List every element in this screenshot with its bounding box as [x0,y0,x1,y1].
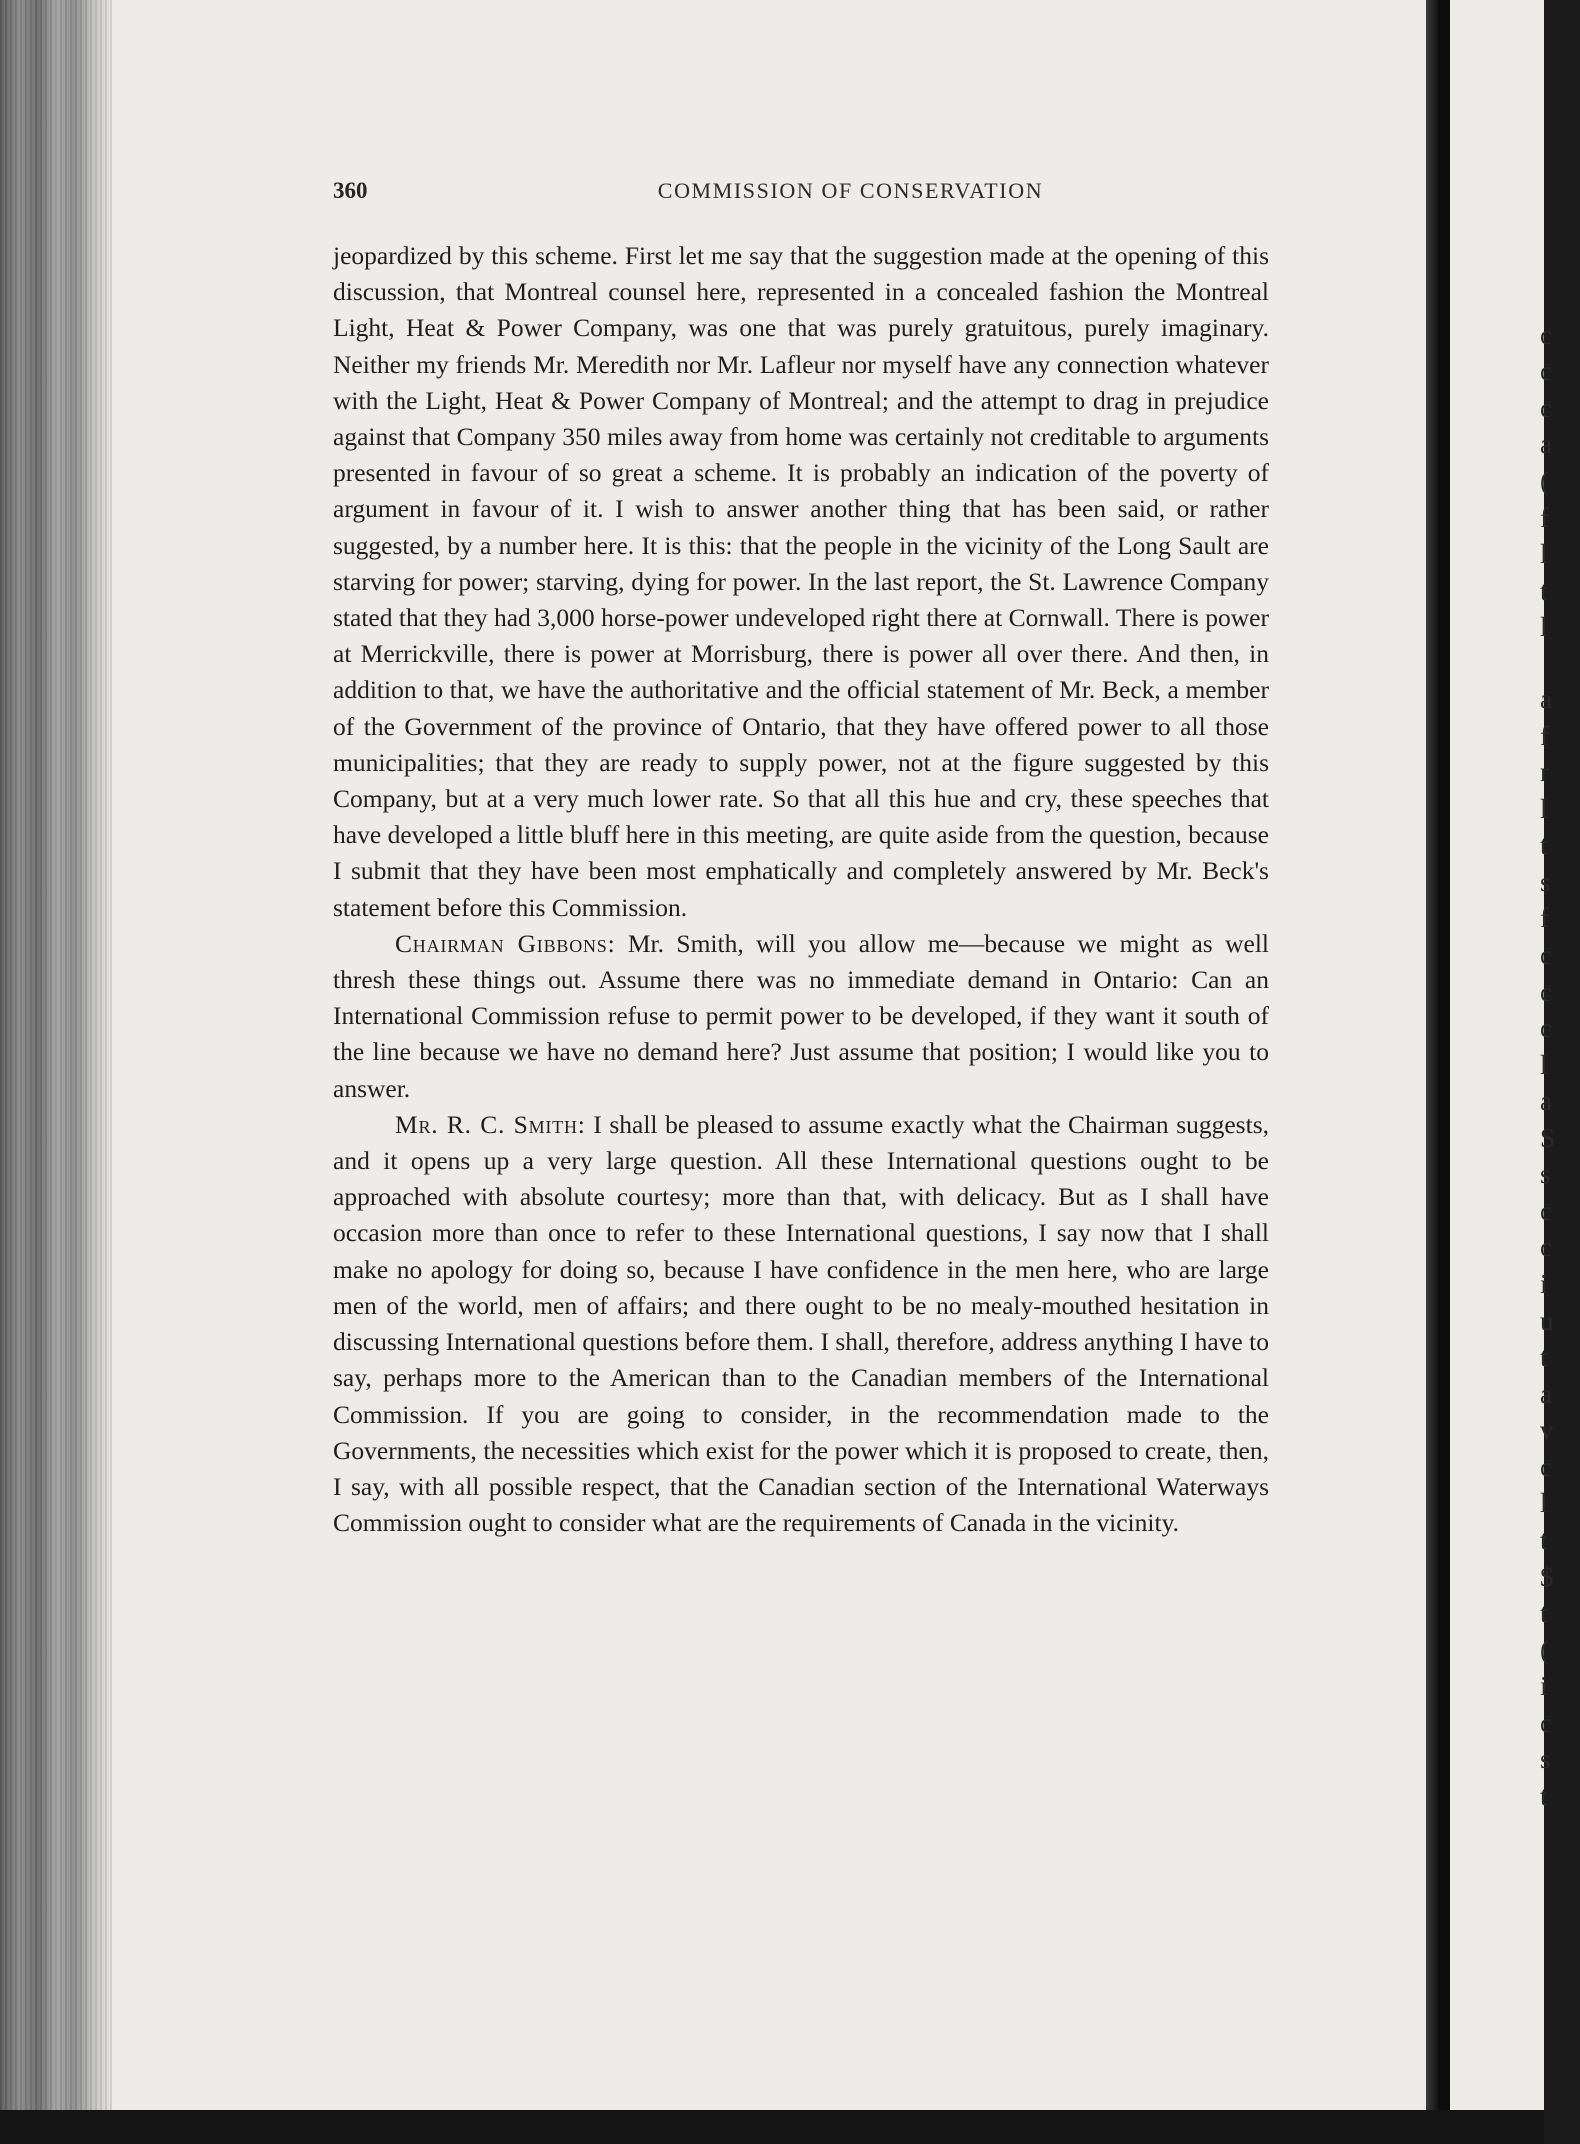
gutter-bar [1438,0,1450,2144]
adjacent-page-fragment: ( [1540,466,1549,496]
paragraph [333,926,1269,1107]
adjacent-page-fragment: l [1540,794,1548,824]
adjacent-page-fragment: c [1540,393,1552,423]
page-number: 360 [333,178,368,203]
adjacent-page-fragment: a [1540,429,1552,459]
adjacent-page-fragment: a [1540,684,1552,714]
adjacent-page-fragment: a [1540,1086,1552,1116]
adjacent-page-fragment: t [1540,830,1548,860]
adjacent-page-fragment: v [1540,1415,1554,1445]
adjacent-page-fragment: u [1540,1306,1554,1336]
adjacent-page-fragment: i [1540,1671,1548,1701]
adjacent-page-fragment: t [1540,1525,1548,1555]
adjacent-page-fragment: l [1540,1050,1548,1080]
adjacent-page-fragment: t [1540,1781,1548,1811]
adjacent-page-fragment: l [1540,612,1548,642]
adjacent-page-fragment: $ [1540,1562,1554,1592]
adjacent-page-fragment: f [1540,903,1549,933]
running-title: COMMISSION OF CONSERVATION [657,178,1044,203]
paragraph-text: Mr. Smith, will you allow me—because we might as well thresh these things out. Assume there was no immediate demand in Ontario: Can an International Commission refuse to permit power to be developed, if they want it south of the line because we have no demand here? Just assume that position; I would like you to answer. [333,928,1269,1103]
adjacent-page-fragment: t [1540,1598,1548,1628]
adjacent-page-fragment: s [1540,1159,1551,1189]
adjacent-page-fragment: c [1540,1708,1552,1738]
adjacent-page-fragment: ( [1540,1635,1549,1665]
paragraph-text: I shall be pleased to assume exactly what the Chairman suggests, and it opens up a very large question. All these International questions ought to be approached with absolute courtesy; more than that, with delicacy. But as I shall have occasion more than once to refer to these International questions, I say now that I shall make no apology for doing so, because I have confidence in the men here, who are large men of the world, men of affairs; and there ought to be no mealy-mouthed hesitation in discussing International questions before them. I shall, therefore, address anything I have to say, perhaps more to the American than to the Canadian members of the International Commission. If you are going to consider, in the recommendation made to the Governments, the necessities which exist for the power which it is proposed to create, then, I say, with all possible respect, that the Canadian section of the International Waterways Commission ought to consider what are the requirements of Canada in the vicinity. [333,1109,1269,1538]
adjacent-page-fragment: c [1540,1452,1552,1482]
adjacent-page-fragment: c [1540,356,1552,386]
adjacent-page-fragment: t [1540,1342,1548,1372]
scan-bottom-band [0,2110,1544,2144]
adjacent-page-fragment: l [1540,1488,1548,1518]
speaker-name: Mr. R. C. Smith: [395,1109,586,1139]
adjacent-page-fragment: c [1540,1232,1552,1262]
adjacent-page-fragment: f [1540,503,1549,533]
adjacent-page-fragment: r [1540,757,1549,787]
paragraph [333,238,1269,926]
adjacent-page-fragment: s [1540,867,1551,897]
adjacent-page-fragment: c [1540,940,1552,970]
paragraph [333,1107,1269,1541]
adjacent-page-edge [1450,0,1556,2110]
running-head [333,178,1273,214]
speaker-name: Chairman Gibbons: [395,928,616,958]
adjacent-page-fragment: c [1540,1013,1552,1043]
adjacent-page-fragment: l [1540,539,1548,569]
paragraph-text: jeopardized by this scheme. First let me say that the suggestion made at the opening of this discussion, that Montreal counsel here, represented in a concealed fashion the Montreal Light, Heat & Power Company, was one that was purely gratuitous, purely imaginary. Neither my friends Mr. Meredith nor Mr. Lafleur nor myself have any connection whatever with the Light, Heat & Power Company of Montreal; and the attempt to drag in prejudice against that Company 350 miles away from home was certainly not creditable to arguments presented in favour of so great a scheme. It is probably an indication of the poverty of argument in favour of it. I wish to answer another thing that has been said, or rather suggested, by a number here. It is this: that the people in the vicinity of the Long Sault are starving for power; starving, dying for power. In the last report, the St. Lawrence Company stated that they had 3,000 horse-power undeveloped right there at Cornwall. There is power at Merrickville, there is power at Morrisburg, there is power all over there. And then, in addition to that, we have the authoritative and the official statement of Mr. Beck, a member of the Government of the province of Ontario, that they have offered power to all those municipalities; that they are ready to supply power, not at the figure suggested by this Company, but at a very much lower rate. So that all this hue and cry, these speeches that have developed a little bluff here in this meeting, are quite aside from the question, because I submit that they have been most emphatically and completely answered by Mr. Beck's statement before this Commission. [333,241,1269,922]
adjacent-page-fragment: c [1540,320,1552,350]
adjacent-page-fragment: s [1540,1744,1551,1774]
adjacent-page-fragment: t [1540,576,1548,606]
adjacent-page-fragment: c [1540,977,1552,1007]
adjacent-page-fragment: i [1540,1269,1548,1299]
adjacent-page-fragment: S [1540,1123,1556,1153]
adjacent-page-fragment: a [1540,1379,1552,1409]
page-edge-stack [0,0,112,2144]
adjacent-page-fragment: f [1540,721,1549,751]
body-text [333,238,1269,1541]
adjacent-page-fragment: c [1540,1196,1552,1226]
